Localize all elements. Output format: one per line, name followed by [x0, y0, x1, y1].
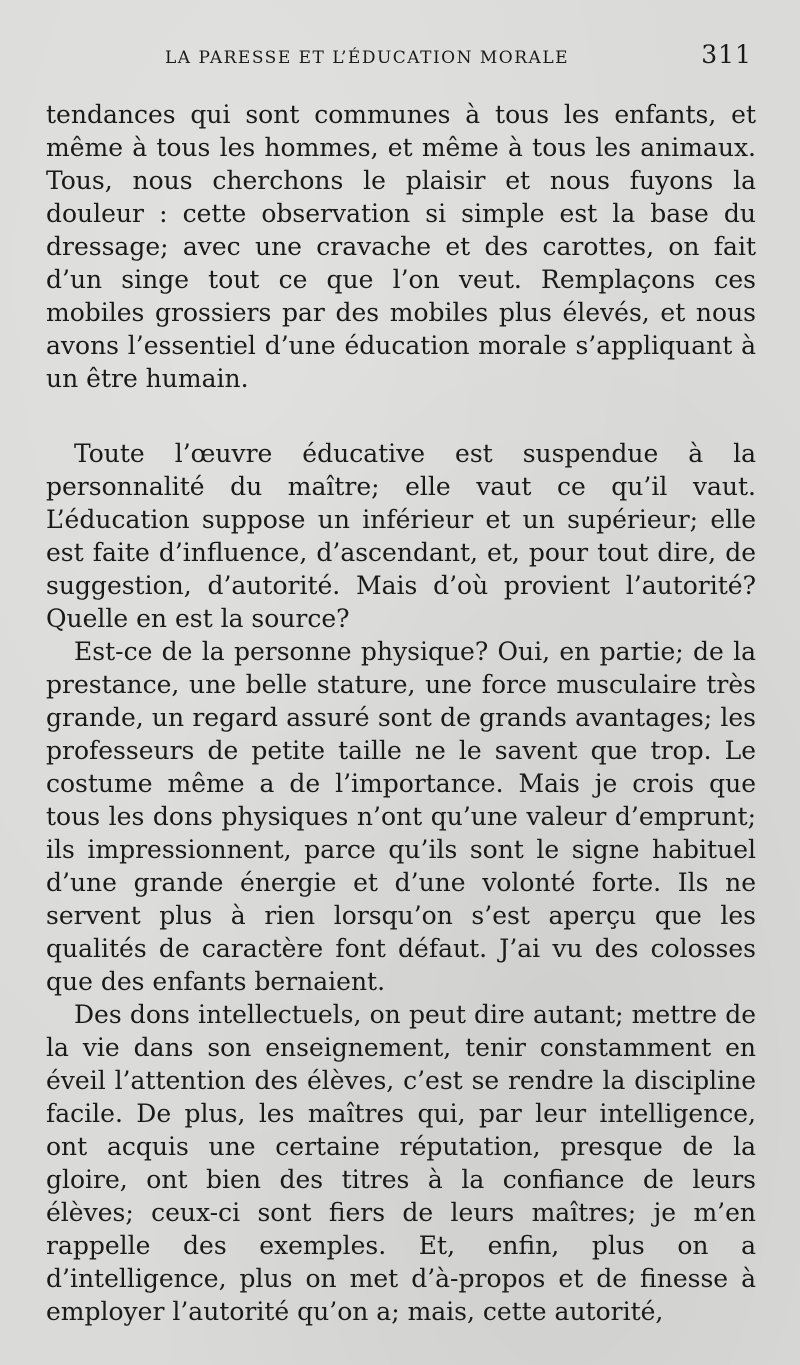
page-number: 311 [701, 40, 752, 69]
section-break [46, 395, 756, 437]
running-head: LA PARESSE ET L’ÉDUCATION MORALE [165, 48, 570, 68]
page-body [46, 98, 756, 1328]
paragraph: Toute l’œuvre éducative est suspendue à la personnalité du maître; elle vaut ce qu’il vaut. L’éducation suppose un inférieur et un supérieur; elle est faite d’influence, d’ascendant, et, pour tout dire, de suggestion, d’autorité. Mais d’où provient l’autorité? Quelle en est la source? [46, 439, 756, 633]
page-header [0, 40, 800, 76]
paragraph: Des dons intellectuels, on peut dire autant; mettre de la vie dans son enseignement, tenir constamment en éveil l’attention des élèves, c’est se rendre la discipline facile. De plus, les maîtres qui, par leur intelligence, ont acquis une certaine réputation, presque de la gloire, ont bien des titres à la confiance de leurs élèves; ceux-ci sont fiers de leurs maîtres; je m’en rappelle des exemples. Et, enfin, plus on a d’intelligence, plus on met d’à-propos et de finesse à employer l’autorité qu’on a; mais, cette autorité, [46, 1000, 756, 1326]
paragraph: Est-ce de la personne physique? Oui, en partie; de la prestance, une belle stature, une force musculaire très grande, un regard assuré sont de grands avantages; les professeurs de petite taille ne le savent que trop. Le costume même a de l’importance. Mais je crois que tous les dons physiques n’ont qu’une valeur d’emprunt; ils impressionnent, parce qu’ils sont le signe habituel d’une grande énergie et d’une volonté forte. Ils ne servent plus à rien lorsqu’on s’est aperçu que les qualités de caractère font défaut. J’ai vu des colosses que des enfants bernaient. [46, 637, 756, 996]
paragraph-continuation: tendances qui sont communes à tous les enfants, et même à tous les hommes, et même à tous les animaux. Tous, nous cherchons le plaisir et nous fuyons la douleur : cette observation si simple est la base du dressage; avec une cravache et des carottes, on fait d’un singe tout ce que l’on veut. Remplaçons ces mobiles grossiers par des mobiles plus élevés, et nous avons l’essentiel d’une éducation morale s’appliquant à un être humain. [46, 100, 756, 393]
